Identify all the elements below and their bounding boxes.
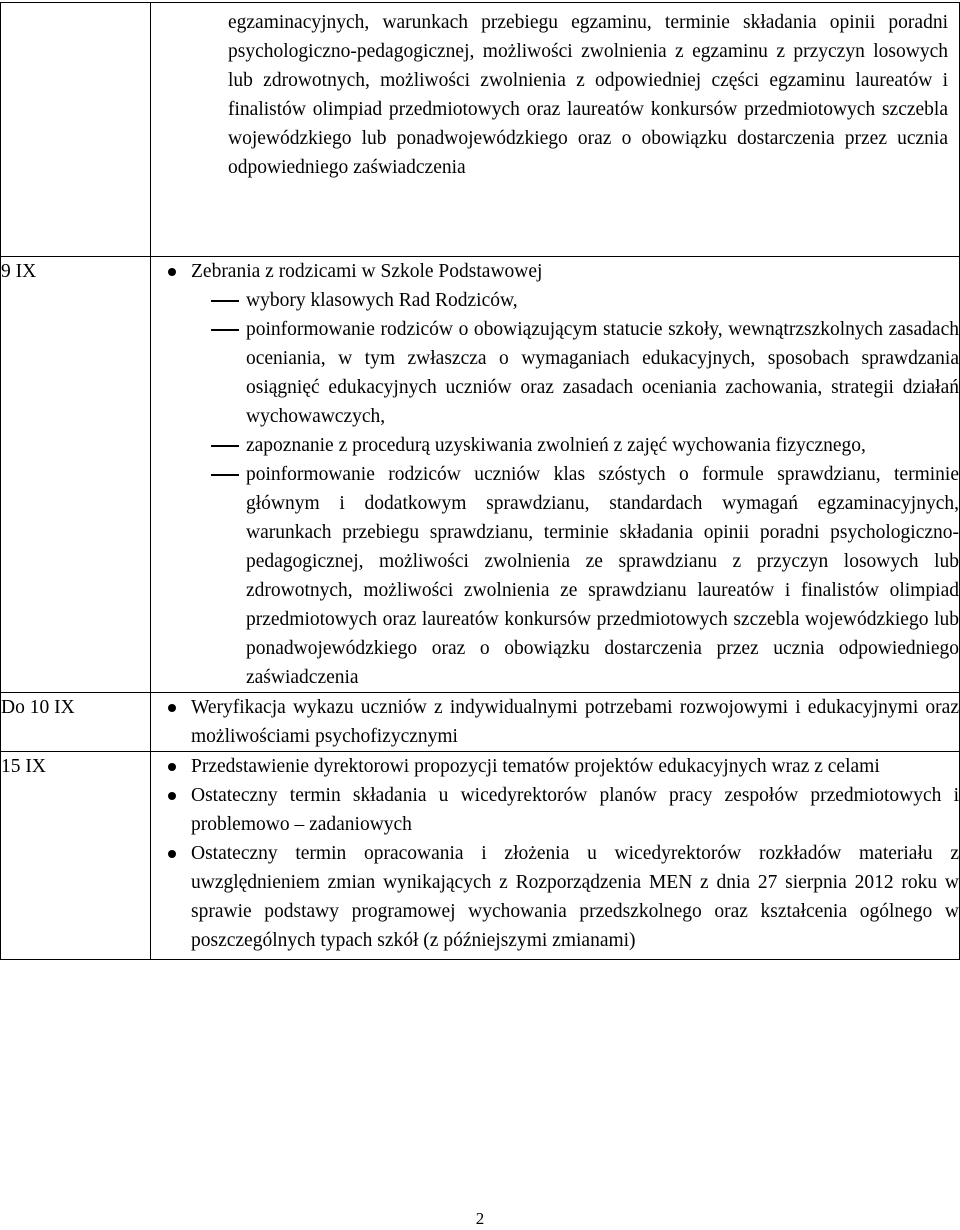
continuation-text: egzaminacyjnych, warunkach przebiegu egzaminu, terminie składania opinii poradni psychologiczno-pedagogicznej, możliwości zwolnienia z egzaminu z przyczyn losowych lub zdrowotnych, możliwości zwolnienia z odpowiedniej części egzaminu laureatów i finalistów olimpiad przedmiotowych oraz laureatów konkursów przedmiotowych szczebla wojewódzkiego lub ponadwojewódzkiego oraz o obowiązku dostarczenia przez ucznia odpowiedniego zaświadczenia bbox=[228, 12, 948, 178]
bullet-text: Zebrania z rodzicami w Szkole Podstawowej bbox=[191, 261, 543, 282]
date-cell: Do 10 IX bbox=[1, 693, 151, 752]
table-row bbox=[1, 752, 960, 960]
bullet-icon bbox=[168, 763, 176, 771]
date-cell: 15 IX bbox=[1, 752, 151, 960]
sub-list-item bbox=[191, 286, 959, 315]
dash-icon bbox=[211, 300, 239, 302]
sub-list-item-text: zapoznanie z procedurą uzyskiwania zwolnień z zajęć wychowania fizycznego, bbox=[246, 435, 866, 456]
list-item bbox=[151, 257, 959, 692]
table-row bbox=[1, 3, 960, 257]
content-cell bbox=[151, 752, 960, 960]
dash-icon bbox=[211, 445, 239, 447]
bullet-text: Weryfikacja wykazu uczniów z indywidualnymi potrzebami rozwojowymi i edukacyjnymi oraz możliwościami psychofizycznymi bbox=[191, 697, 959, 747]
sub-list-item-text: wybory klasowych Rad Rodziców, bbox=[246, 290, 518, 311]
bullet-icon bbox=[168, 704, 176, 712]
list-item bbox=[151, 752, 959, 781]
sub-list-item-text: poinformowanie rodziców uczniów klas szóstych o formule sprawdzianu, terminie głównym i dodatkowym sprawdzianu, standardach wymagań egzaminacyjnych, warunkach przebiegu sprawdzianu, terminie składania opinii poradni psychologiczno-pedagogicznej, możliwości zwolnienia ze sprawdzianu z przyczyn losowych lub zdrowotnych, możliwości zwolnienia ze sprawdzianu laureatów i finalistów olimpiad przedmiotowych oraz laureatów konkursów przedmiotowych szczebla wojewódzkiego lub ponadwojewódzkiego oraz o obowiązku dostarczenia przez ucznia odpowiedniego zaświadczenia bbox=[246, 464, 959, 688]
content-cell bbox=[151, 693, 960, 752]
bullet-icon bbox=[168, 792, 176, 800]
content-cell bbox=[151, 3, 960, 257]
list-item bbox=[151, 781, 959, 839]
dash-icon bbox=[211, 474, 239, 476]
date-cell bbox=[1, 3, 151, 257]
content-cell bbox=[151, 257, 960, 693]
sub-list-item bbox=[191, 315, 959, 431]
sub-list-item bbox=[191, 431, 959, 460]
sub-list-item-text: poinformowanie rodziców o obowiązującym statucie szkoły, wewnątrzszkolnych zasadach oceniania, w tym zwłaszcza o wymaganiach edukacyjnych, sposobach sprawdzania osiągnięć edukacyjnych uczniów oraz zasadach oceniania zachowania, strategii działań wychowawczych, bbox=[246, 319, 959, 427]
list-item bbox=[151, 839, 959, 955]
page-number: 2 bbox=[475, 1209, 485, 1228]
bullet-text: Ostateczny termin opracowania i złożenia u wicedyrektorów rozkładów materiału z uwzględnieniem zmian wynikających z Rozporządzenia MEN z dnia 27 sierpnia 2012 roku w sprawie podstawy programowej wychowania przedszkolnego oraz kształcenia ogólnego w poszczególnych typach szkół (z późniejszymi zmianami) bbox=[191, 843, 959, 951]
date-cell: 9 IX bbox=[1, 257, 151, 693]
list-item bbox=[151, 693, 959, 751]
table-row bbox=[1, 257, 960, 693]
schedule-table bbox=[0, 2, 960, 960]
dash-icon bbox=[211, 329, 239, 331]
bullet-text: Przedstawienie dyrektorowi propozycji tematów projektów edukacyjnych wraz z celami bbox=[191, 756, 880, 777]
sub-list-item bbox=[191, 460, 959, 692]
table-row bbox=[1, 693, 960, 752]
sub-list bbox=[191, 286, 959, 692]
bullet-icon bbox=[168, 268, 176, 276]
bullet-icon bbox=[168, 850, 176, 858]
bullet-text: Ostateczny termin składania u wicedyrektorów planów pracy zespołów przedmiotowych i problemowo – zadaniowych bbox=[191, 785, 959, 835]
